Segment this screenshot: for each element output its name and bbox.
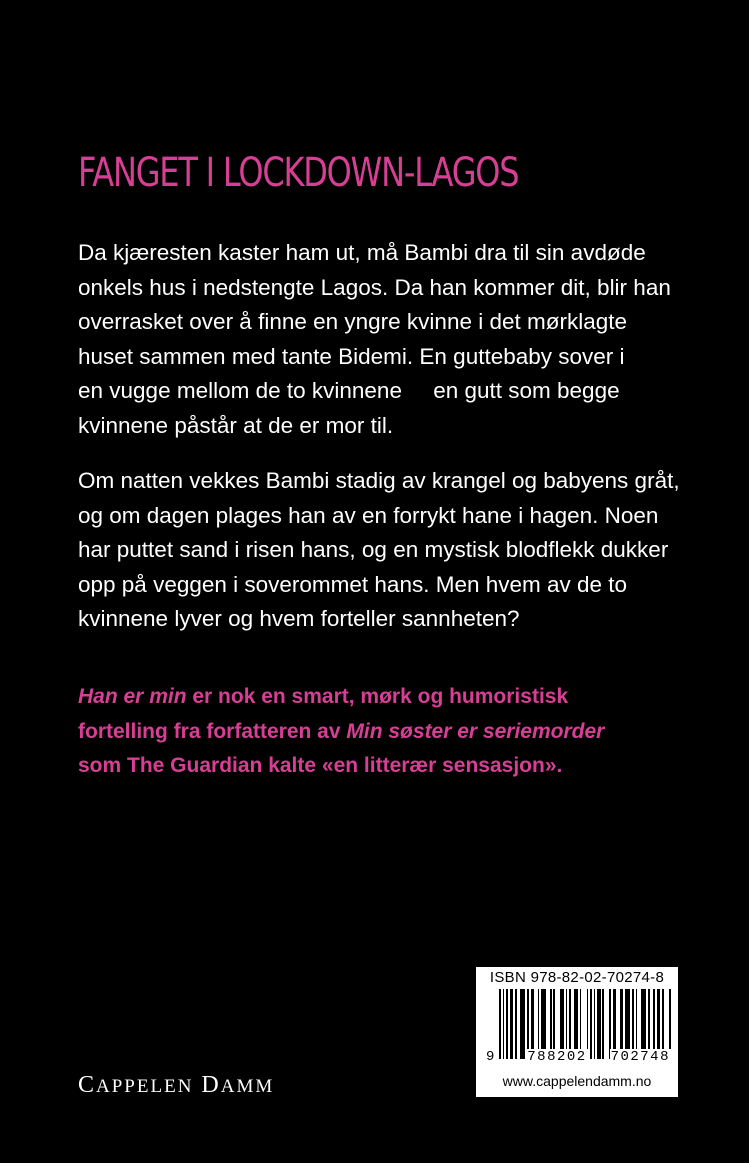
isbn-barcode — [476, 967, 678, 1097]
paragraph-line: kvinnene lyver og hvem forteller sannheten? — [78, 606, 520, 631]
publisher-letters: AMM — [220, 1076, 275, 1097]
blurb-quote — [78, 680, 718, 784]
blurb-text: fortelling fra forfatteren av — [78, 719, 347, 743]
blurb-line — [78, 680, 718, 715]
paragraph-line: og om dagen plages han av en forrykt hane i hagen. Noen — [78, 502, 659, 528]
blurb-line: som The Guardian kalte «en litterær sensasjon». — [78, 754, 563, 777]
paragraph-line: opp på veggen i soverommet hans. Men hvem av de to — [78, 571, 628, 597]
publisher-url: www.cappelendamm.no — [502, 1073, 652, 1089]
isbn-label: ISBN 978-82-02-70274-8 — [489, 969, 665, 986]
barcode-digits — [486, 1049, 671, 1065]
barcode-digit-group: 702748 — [610, 1049, 670, 1065]
blurb-line — [78, 715, 718, 750]
paragraph-line: overrasket over å finne en yngre kvinne i det mørklagte — [78, 309, 628, 334]
publisher-letter: C — [78, 1072, 97, 1098]
barcode-digit-first: 9 — [486, 1049, 495, 1065]
book-title: Han er min — [78, 685, 187, 708]
description-paragraph-1 — [78, 236, 698, 443]
blurb-text: er nok en smart, mørk og humoristisk — [186, 685, 569, 708]
barcode-digit-group: 788202 — [527, 1049, 587, 1065]
previous-book-title: Min søster er seriemorder — [346, 719, 605, 743]
publisher-logo — [78, 1072, 274, 1099]
publisher-letter: D — [201, 1072, 221, 1098]
paragraph-line: har puttet sand i risen hans, og en mystisk blodflekk dukker — [78, 537, 669, 562]
paragraph-line: Om natten vekkes Bambi stadig av krangel og babyens gråt, — [78, 468, 680, 493]
description-paragraph-2 — [78, 464, 698, 637]
paragraph-line: onkels hus i nedstengte Lagos. Da han kommer dit, blir han — [78, 274, 671, 300]
paragraph-line: en vugge mellom de to kvinnene en gutt som begge — [78, 378, 620, 403]
paragraph-line: Da kjæresten kaster ham ut, må Bambi dra til sin avdøde — [78, 240, 646, 265]
publisher-letters: APPELEN — [96, 1076, 194, 1097]
paragraph-line: kvinnene påstår at de er mor til. — [78, 412, 394, 438]
paragraph-line: huset sammen med tante Bidemi. En guttebaby sover i — [78, 343, 625, 369]
headline: FANGET I LOCKDOWN-LAGOS — [78, 150, 519, 196]
